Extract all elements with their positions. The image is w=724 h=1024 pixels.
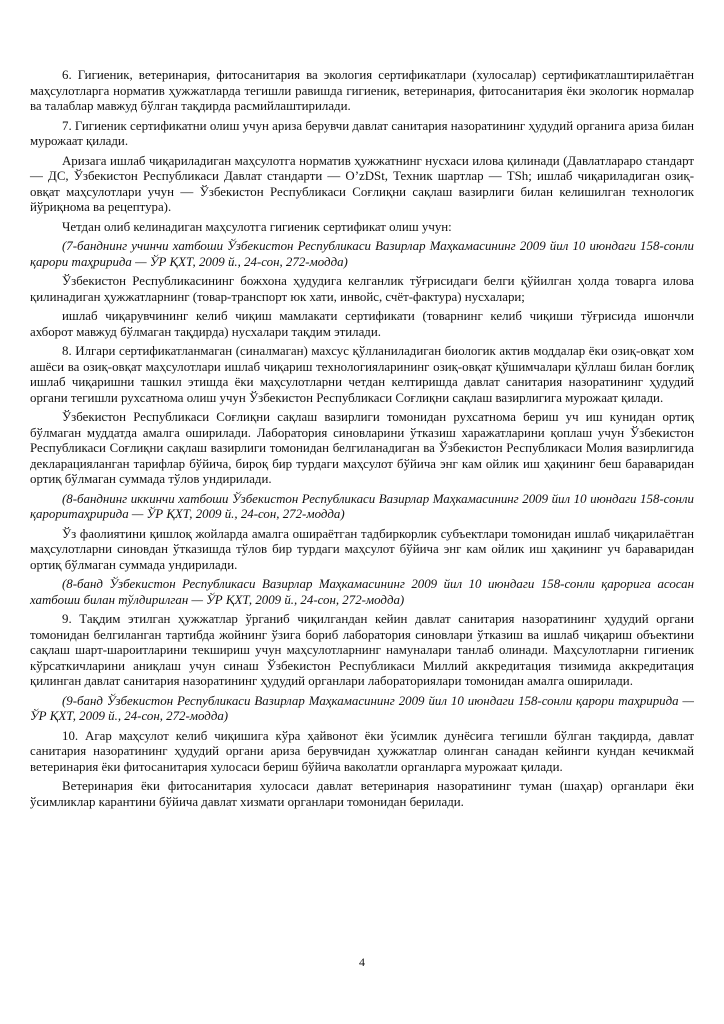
paragraph-8-rural: Ўз фаолиятини қишлоқ жойларда амалга ошираётган тадбиркорлик субъектлари томонидан ишлаб чиқарилаётган маҳсулотларни синовдан ўтказишда тўлов бир турдаги маҳсулот бўйича энг кам ойлик иш ҳақининг уч бараваридан ортиқ бўлмаган суммада ундирилади. xyxy=(30,526,694,572)
amendment-note-8a: (8-банднинг иккинчи хатбоши Ўзбекистон Республикаси Вазирлар Маҳкамасининг 2009 йил 10 июндаги 158-сонли қароритаҳририда — ЎР ҚХТ, 2009 й., 24-сон, 272-модда) xyxy=(30,491,694,521)
paragraph-7-customs: Ўзбекистон Республикасининг божхона ҳудудига келганлик тўғрисидаги белги қўйилган ҳолда товарга илова қилинадиган ҳужжатларнинг (товар-транспорт юк хати, инвойс, счёт-фактура) нусхалари; xyxy=(30,274,694,304)
paragraph-9: 9. Тақдим этилган ҳужжатлар ўрганиб чиқилгандан кейин давлат санитария назоратининг ҳудудий органи томонидан белгиланган тартибда жойнинг ўзига бориб лаборатория синовлари ўтказиш ва ишлаб чиқариш объектини сақлаш шарт-шароитларини текшириш учун маҳсулотларнинг намуналари танлаб олинади. Маҳсулотларни гигиеник кўрсаткичларини аниқлаш учун синаш Ўзбекистон Республикаси Миллий аккредитация тизимида аккредитация қилинган давлат санитария назоратининг ҳудудий органлари лабораториялари томонидан амалга оширилади. xyxy=(30,612,694,688)
paragraph-8-permit: Ўзбекистон Республикаси Соғлиқни сақлаш вазирлиги томонидан рухсатнома бериш уч иш кунидан ортиқ бўлмаган муддатда амалга оширилади. Лаборатория синовларини ўтказиш харажатларини қоплаш учун Ўзбекистон Республикаси Соғлиқни сақлаш вазирлиги томонидан белгиланадиган ва Ўзбекистон Республикаси Молия вазирлигида декларацияланган тарифлар бўйича, бироқ бир турдаги маҳсулот бўйича энг кам ойлик иш ҳақининг беш бараваридан ортиқ бўлмаган суммада тўлов ундирилади. xyxy=(30,410,694,486)
paragraph-7-origin: ишлаб чиқарувчининг келиб чиқиш мамлакати сертификати (товарнинг келиб чиқиши тўғрисида ишончли ахборот мавжуд бўлмаган тақдирда) нусхалари тақдим этилади. xyxy=(30,309,694,339)
paragraph-7: 7. Гигиеник сертификатни олиш учун ариза берувчи давлат санитария назоратининг ҳудудий органига ариза билан мурожаат қилади. xyxy=(30,118,694,148)
document-body xyxy=(30,68,694,810)
paragraph-7-attachment: Аризага ишлаб чиқариладиган маҳсулотга норматив ҳужжатнинг нусхаси илова қилинади (Давлатлараро стандарт — ДС, Ўзбекистон Республикаси Давлат стандарти — O’zDSt, Техник шартлар — TSh; ишлаб чиқариладиган озиқ-овқат маҳсулотлари учун — Ўзбекистон Республикаси Соғлиқни сақлаш вазирлиги билан келишилган технологик йўриқнома ва рецептура). xyxy=(30,153,694,214)
amendment-note-9: (9-банд Ўзбекистон Республикаси Вазирлар Маҳкамасининг 2009 йил 10 июндаги 158-сонли қарори таҳририда — ЎР ҚХТ, 2009 й., 24-сон, 272-модда) xyxy=(30,693,694,723)
paragraph-10: 10. Агар маҳсулот келиб чиқишига кўра ҳайвонот ёки ўсимлик дунёсига тегишли бўлган тақдирда, давлат санитария назоратининг ҳудудий органи ариза берувчидан ҳужжатлар олинган санадан кейинги кундан кечикмай ветеринария ёки фитосанитария хулосаси бериш бўйича ваколатли органларга мурожаат қилади. xyxy=(30,728,694,774)
amendment-note-8b: (8-банд Ўзбекистон Республикаси Вазирлар Маҳкамасининг 2009 йил 10 июндаги 158-сонли қарорига асосан хатбоши билан тўлдирилган — ЎР ҚХТ, 2009 й., 24-сон, 272-модда) xyxy=(30,577,694,607)
paragraph-6: 6. Гигиеник, ветеринария, фитосанитария ва экология сертификатлари (хулосалар) сертификатлаштирилаётган маҳсулотларга норматив ҳужжатларда тегишли равишда гигиеник, ветеринария, фитосанитария ёки экологик нормалар ва талаблар мавжуд бўлган тақдирда расмийлаштирилади. xyxy=(30,68,694,113)
paragraph-7-import: Четдан олиб келинадиган маҳсулотга гигиеник сертификат олиш учун: xyxy=(62,219,452,234)
amendment-note-7: (7-банднинг учинчи хатбоши Ўзбекистон Республикаси Вазирлар Маҳкамасининг 2009 йил 10 июндаги 158-сонли қарори таҳририда — ЎР ҚХТ, 2009 й., 24-сон, 272-модда) xyxy=(30,239,694,269)
paragraph-10-veterinary: Ветеринария ёки фитосанитария хулосаси давлат ветеринария назоратининг туман (шаҳар) органлари ёки ўсимликлар карантини бўйича давлат хизмати органлари томонидан берилади. xyxy=(30,779,694,809)
page-number: 4 xyxy=(359,955,365,969)
paragraph-8: 8. Илгари сертификатланмаган (синалмаган) махсус қўлланиладиган биологик актив моддалар ёки озиқ-овқат хом ашёси ва озиқ-овқат маҳсулотлари ишлаб чиқариш технологияларининг озиқ-овқат қўшимчалари қўллаш билан боғлиқ ишлаб чиқаришни ташкил этишда ёки маҳсулотларни четдан келтиришда давлат санитария назоратининг ҳудудий органи тегишли рухсатнома олиш учун Ўзбекистон Республикаси Соғлиқни сақлаш вазирлигига мурожаат қилади. xyxy=(30,344,694,405)
